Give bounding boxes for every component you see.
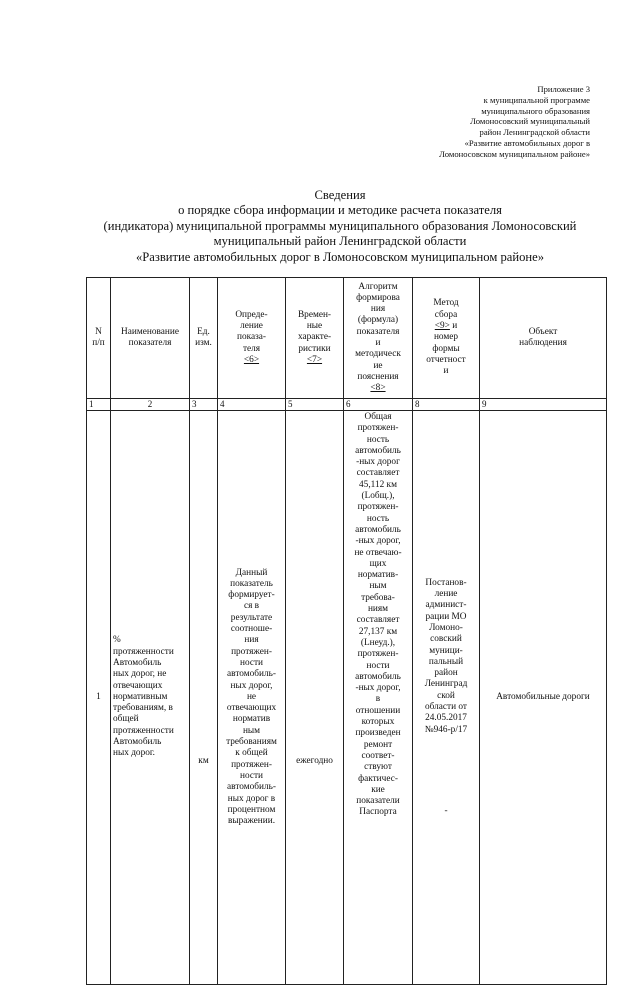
- cell-algorithm: Общая протяжен- ность автомобиль -ных дорог составляет 45,112 км (Lобщ.), протяжен- ность автомобиль -ных дорог, не отвечаю- щих норматив- ным требова- ниям составляет 27,137 км (Lнеуд.), протяжен- ности автомобиль -ных дорог, в отношении которых произведен ремонт соответ- ствуют фактичес- кие показатели Паспорта: [344, 411, 413, 985]
- table-row: [87, 411, 607, 985]
- title-line: (индикатора) муниципальной программы муниципального образования Ломоносовский: [103, 218, 577, 233]
- column-number: 6: [344, 399, 413, 411]
- cell-num: 1: [87, 411, 111, 985]
- column-number-row: [87, 399, 607, 411]
- annex-line: «Развитие автомобильных дорог в: [464, 137, 590, 148]
- footnote-ref-8: <8>: [370, 383, 386, 394]
- document-title: [60, 188, 620, 265]
- column-number: 9: [480, 399, 607, 411]
- column-number: 1: [87, 399, 111, 411]
- column-number: 8: [413, 399, 480, 411]
- column-number: 3: [190, 399, 218, 411]
- cell-method-dash: -: [444, 805, 448, 816]
- title-line: о порядке сбора информации и методике расчета показателя: [178, 203, 502, 218]
- header-time: Времен- ные характе- ристики <7>: [286, 278, 344, 399]
- column-number: 5: [286, 399, 344, 411]
- footnote-ref-7: <7>: [306, 354, 323, 365]
- title-line: «Развитие автомобильных дорог в Ломоносовском муниципальном районе»: [135, 249, 544, 264]
- footnote-ref-6: <6>: [243, 354, 260, 365]
- header-object: Объект наблюдения: [480, 278, 607, 399]
- title-line: муниципальный район Ленинградской области: [213, 234, 467, 249]
- cell-method: Постанов- ление админист- рации МО Ломоно- совский муници- пальный район Ленинград ской области от 24.05.2017 №946-р/17 -: [413, 411, 480, 985]
- header-definition: Опреде- ление показа- теля <6>: [218, 278, 286, 399]
- annex-line: к муниципальной программе: [483, 94, 590, 105]
- cell-unit: км: [190, 411, 218, 985]
- column-number: 2: [111, 399, 190, 411]
- annex-header: [350, 84, 590, 160]
- header-num: N п/п: [87, 278, 111, 399]
- annex-line: Ломоносовский муниципальный: [470, 116, 590, 127]
- indicator-table: [86, 277, 607, 985]
- cell-name: % протяженности Автомобиль ных дорог, не отвечающих нормативным требованиям, в общей протяженности Автомобиль ных дорог.: [111, 411, 190, 985]
- annex-line: муниципального образования: [481, 105, 590, 116]
- title-line: Сведения: [314, 188, 366, 202]
- table-header-row: [87, 278, 607, 399]
- column-number: 4: [218, 399, 286, 411]
- annex-line: район Ленинградской области: [479, 127, 590, 138]
- cell-definition: Данный показатель формирует- ся в результате соотноше- ния протяжен- ности автомобиль- ных дорог, не отвечающих норматив ным требованиям к общей протяжен- ности автомобиль- ных дорог в процентном выражении.: [218, 411, 286, 985]
- footnote-ref-9: <9>: [434, 321, 450, 332]
- header-unit: Ед. изм.: [190, 278, 218, 399]
- cell-object: Автомобильные дороги: [480, 411, 607, 985]
- header-method: Метод сбора <9> и номер формы отчетност и: [413, 278, 480, 399]
- annex-line: Ломоносовском муниципальном районе»: [439, 148, 590, 159]
- header-algorithm: Алгоритм формирова ния (формула) показателя и методическ ие пояснения <8>: [344, 278, 413, 399]
- annex-line: Приложение 3: [537, 84, 590, 94]
- cell-time: ежегодно: [286, 411, 344, 985]
- header-name: Наименование показателя: [111, 278, 190, 399]
